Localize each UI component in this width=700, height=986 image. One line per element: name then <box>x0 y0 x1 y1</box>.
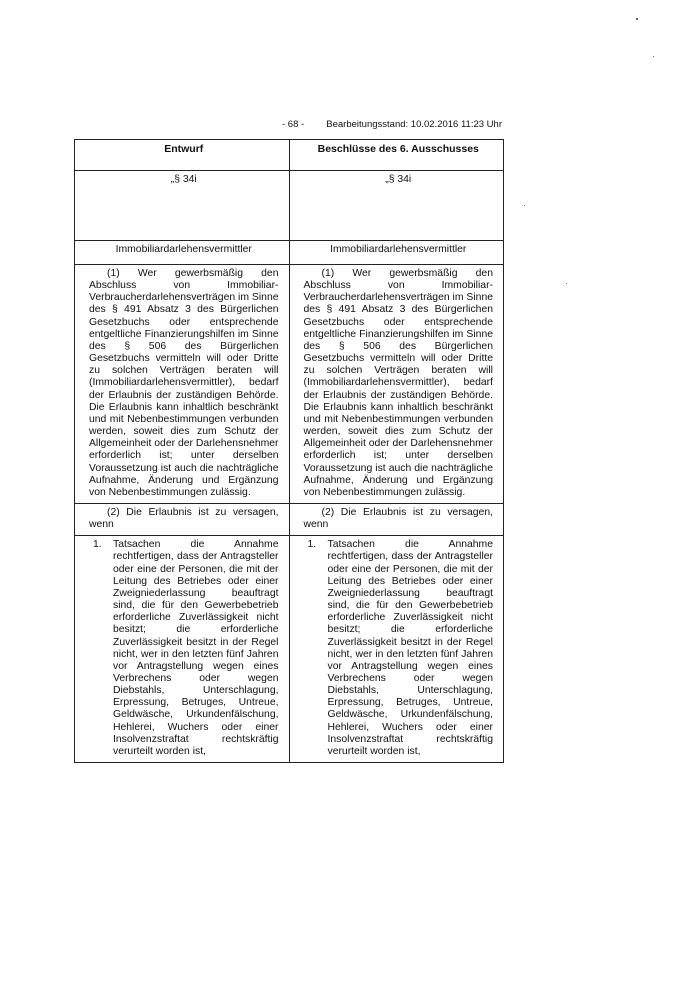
left-section-title: Immobiliardarlehensvermittler <box>75 241 290 265</box>
page-number: - 68 - <box>282 119 305 130</box>
left-item-1-cell <box>75 536 290 763</box>
synopsis-table <box>74 139 504 763</box>
right-item-1-cell <box>289 536 504 763</box>
left-section-number: „§ 34i <box>75 171 290 241</box>
right-paragraph-1-cell <box>289 265 504 504</box>
paragraph-1-row <box>75 265 504 504</box>
right-paragraph-1: (1) Wer gewerbsmäßig den Abschluss von Immobiliar-Verbraucherdarlehensverträgen im Sinne des § 491 Absatz 3 des Bürgerlichen Gesetzbuchs oder entsprechende entgeltliche Finanzierungshilfen im Sinne des § 506 des Bürgerlichen Gesetzbuchs vermitteln will oder Dritte zu solchen Verträgen beraten will (Immobiliardarlehensvermittler), bedarf der Erlaubnis der zuständigen Behörde. Die Erlaubnis kann inhaltlich beschränkt und mit Nebenbestimmungen verbunden werden, soweit dies zum Schutz der Allgemeinheit oder der Darlehensnehmer erforderlich ist; unter derselben Voraussetzung ist auch die nachträgliche Aufnahme, Änderung und Ergänzung von Nebenbestimmungen zulässig. <box>303 268 493 498</box>
right-item-1-text: Tatsachen die Annahme rechtfertigen, dass der Antragsteller oder eine der Personen, die mit der Leitung des Betriebes oder einer Zweigniederlassung beauftragt sind, die für den Gewerbebetrieb erforderliche Zuverlässigkeit nicht besitzt; die erforderliche Zuverlässigkeit besitzt in der Regel nicht, wer in den letzten fünf Jahren vor Antragstellung wegen eines Verbrechens oder wegen Diebstahls, Unterschlagung, Erpressung, Betruges, Untreue, Geldwäsche, Urkundenfälschung, Hehlerei, Wuchers oder einer Insolvenzstraftat rechtskräftig verurteilt worden ist, <box>327 539 493 757</box>
right-section-number: „§ 34i <box>289 171 504 241</box>
right-paragraph-2-cell <box>289 503 504 535</box>
page-header <box>74 119 502 133</box>
section-row <box>75 171 504 241</box>
section-title-row <box>75 241 504 265</box>
right-section-title: Immobiliardarlehensvermittler <box>289 241 504 265</box>
column-header-row <box>75 140 504 171</box>
item-1-row <box>75 536 504 763</box>
left-item-1-number: 1. <box>93 539 102 551</box>
left-item-1 <box>89 539 279 758</box>
column-header-committee: Beschlüsse des 6. Ausschusses <box>289 140 504 171</box>
left-item-1-text: Tatsachen die Annahme rechtfertigen, dass der Antragsteller oder eine der Personen, die mit der Leitung des Betriebes oder einer Zweigniederlassung beauftragt sind, die für den Gewerbebetrieb erforderliche Zuverlässigkeit nicht besitzt; die erforderliche Zuverlässigkeit besitzt in der Regel nicht, wer in den letzten fünf Jahren vor Antragstellung wegen eines Verbrechens oder wegen Diebstahls, Unterschlagung, Erpressung, Betruges, Untreue, Geldwäsche, Urkundenfälschung, Hehlerei, Wuchers oder einer Insolvenzstraftat rechtskräftig verurteilt worden ist, <box>113 539 279 757</box>
scan-speck <box>653 56 654 57</box>
scan-speck <box>524 205 525 206</box>
paragraph-2-row <box>75 503 504 535</box>
left-paragraph-2: (2) Die Erlaubnis ist zu versagen, wenn <box>89 506 279 531</box>
left-paragraph-2-cell <box>75 503 290 535</box>
edit-status: Bearbeitungsstand: 10.02.2016 11:23 Uhr <box>326 119 502 130</box>
column-header-draft: Entwurf <box>75 140 290 171</box>
right-item-1-number: 1. <box>307 539 317 551</box>
left-paragraph-1: (1) Wer gewerbsmäßig den Abschluss von Immobiliar-Verbraucherdarlehensverträgen im Sinne des § 491 Absatz 3 des Bürgerlichen Gesetzbuchs oder entsprechende entgeltliche Finanzierungshilfen im Sinne des § 506 des Bürgerlichen Gesetzbuchs vermitteln will oder Dritte zu solchen Verträgen beraten will (Immobiliardarlehensvermittler), bedarf der Erlaubnis der zuständigen Behörde. Die Erlaubnis kann inhaltlich beschränkt und mit Nebenbestimmungen verbunden werden, soweit dies zum Schutz der Allgemeinheit oder der Darlehensnehmer erforderlich ist; unter derselben Voraussetzung ist auch die nachträgliche Aufnahme, Änderung und Ergänzung von Nebenbestimmungen zulässig. <box>89 268 279 498</box>
right-item-1 <box>304 539 494 758</box>
right-paragraph-2: (2) Die Erlaubnis ist zu versagen, wenn <box>303 506 493 531</box>
scan-speck <box>566 283 567 284</box>
scan-speck <box>636 18 638 20</box>
left-paragraph-1-cell <box>75 265 290 504</box>
